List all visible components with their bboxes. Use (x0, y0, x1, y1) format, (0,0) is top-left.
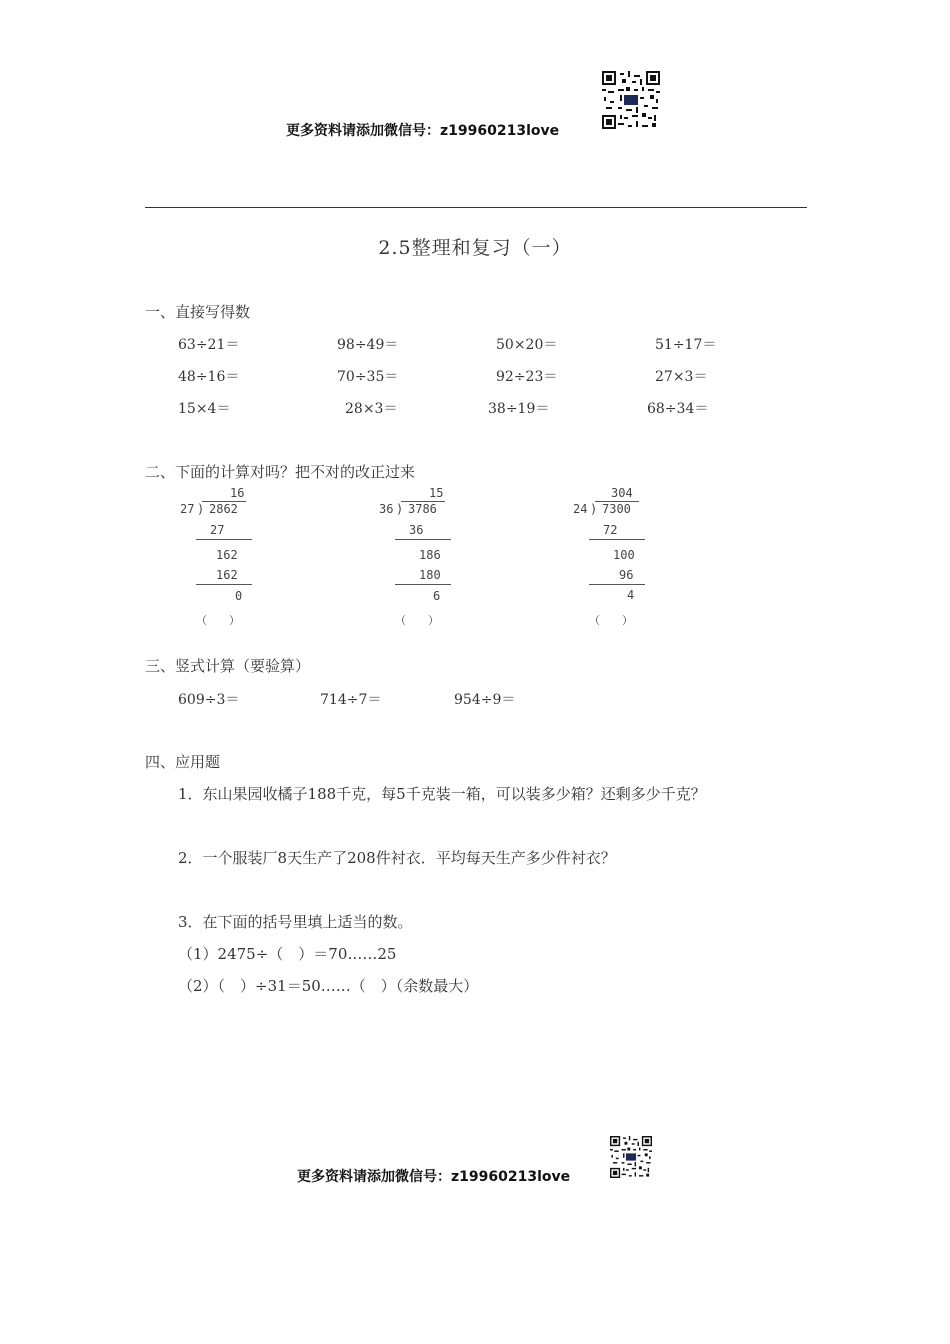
page-title: 2.5整理和复习（一） (378, 237, 572, 259)
s1-r3-c2: 28×3＝ (345, 401, 398, 417)
dividend: 2862 (209, 502, 238, 516)
qr-code-icon (602, 71, 660, 129)
s1-r2-c4: 27×3＝ (655, 369, 708, 385)
question-3-part-2: （2）（ ）÷31＝50……（ ）（余数最大） (178, 977, 479, 995)
s1-r1-c3: 50×20＝ (496, 337, 558, 353)
s1-r1-c4: 51÷17＝ (655, 337, 717, 353)
divisor: 27 (180, 502, 195, 516)
section2-heading: 二、下面的计算对吗？把不对的改正过来 (145, 463, 416, 481)
bracket-glyph: ) (590, 502, 598, 516)
s1-r1-c2: 98÷49＝ (337, 337, 399, 353)
quotient: 304 (611, 486, 633, 500)
remainder: 0 (235, 589, 243, 603)
judgement-blank[interactable]: （ ） (589, 614, 633, 627)
dividend: 7300 (602, 502, 631, 516)
s1-r2-c3: 92÷23＝ (496, 369, 558, 385)
step-product-2: 180 (419, 568, 441, 582)
s1-r3-c3: 38÷19＝ (488, 401, 550, 417)
long-division-2 (379, 486, 469, 626)
header-rule (145, 207, 807, 208)
quotient: 16 (230, 486, 245, 500)
s1-r3-c1: 15×4＝ (178, 401, 231, 417)
s1-r1-c1: 63÷21＝ (178, 337, 240, 353)
long-division-3 (573, 486, 663, 626)
step-partial: 162 (216, 548, 238, 562)
watermark-bottom: 更多资料请添加微信号：z19960213love (297, 1169, 571, 1185)
watermark-top: 更多资料请添加微信号：z19960213love (286, 123, 560, 139)
judgement-blank[interactable]: （ ） (395, 614, 439, 627)
question-3: 3．在下面的括号里填上适当的数。 (178, 913, 413, 931)
step-partial: 100 (613, 548, 635, 562)
step-product-1: 27 (210, 523, 225, 537)
step-product-1: 36 (409, 523, 424, 537)
divisor: 24 (573, 502, 588, 516)
s1-r2-c2: 70÷35＝ (337, 369, 399, 385)
dividend: 3786 (408, 502, 437, 516)
bracket-glyph: ) (396, 502, 404, 516)
qr-code-icon (610, 1136, 652, 1178)
section3-heading: 三、竖式计算（要验算） (145, 657, 311, 675)
step-product-1: 72 (603, 523, 618, 537)
remainder: 6 (433, 589, 441, 603)
s3-item-3: 954÷9＝ (454, 692, 516, 708)
question-3-part-1: （1）2475÷（ ）＝70……25 (178, 945, 397, 963)
remainder: 4 (627, 588, 635, 602)
quotient: 15 (429, 486, 444, 500)
question-2: 2．一个服装厂8天生产了208件衬衣．平均每天生产多少件衬衣？ (178, 849, 616, 867)
s3-item-2: 714÷7＝ (320, 692, 382, 708)
section1-heading: 一、直接写得数 (145, 303, 251, 321)
question-1: 1．东山果园收橘子188千克，每5千克装一箱，可以装多少箱？还剩多少千克？ (178, 785, 706, 803)
divisor: 36 (379, 502, 394, 516)
s3-item-1: 609÷3＝ (178, 692, 240, 708)
s1-r3-c4: 68÷34＝ (647, 401, 709, 417)
step-product-2: 96 (619, 568, 634, 582)
bracket-glyph: ) (197, 502, 205, 516)
s1-r2-c1: 48÷16＝ (178, 369, 240, 385)
long-division-1 (180, 486, 270, 626)
step-partial: 186 (419, 548, 441, 562)
step-product-2: 162 (216, 568, 238, 582)
section4-heading: 四、应用题 (145, 753, 221, 771)
judgement-blank[interactable]: （ ） (196, 614, 240, 627)
